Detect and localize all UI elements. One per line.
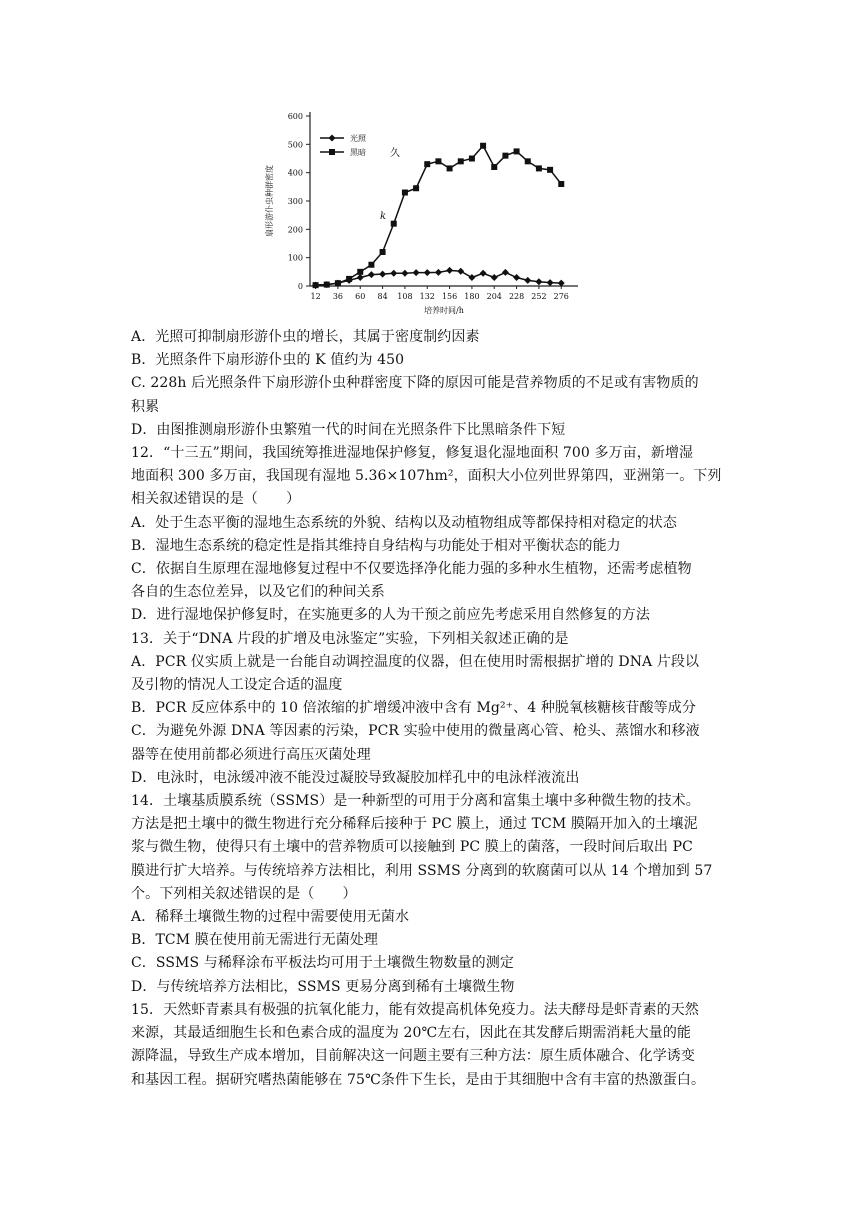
data-point-dark <box>380 249 386 255</box>
x-tick-label: 276 <box>553 292 569 301</box>
data-point-light <box>446 267 453 274</box>
data-point-light <box>401 270 408 277</box>
data-point-light <box>491 274 498 281</box>
data-point-dark <box>525 158 531 164</box>
q13-line: 器等在使用前都必须进行高压灭菌处理 <box>131 746 371 763</box>
legend-label: 光照 <box>350 134 366 143</box>
x-tick-label: 12 <box>310 292 321 301</box>
data-point-dark <box>313 282 319 288</box>
data-point-dark <box>514 148 520 154</box>
q12-line: A．处于生态平衡的湿地生态系统的外貌、结构以及动植物组成等都保持相对稳定的状态 <box>131 514 678 531</box>
data-point-light <box>524 277 531 284</box>
data-point-light <box>413 269 420 276</box>
data-point-dark <box>536 165 542 171</box>
q12-line: 相关叙述错误的是（ ） <box>131 491 301 508</box>
q14-line: B．TCM 膜在使用前无需进行无菌处理 <box>131 932 379 949</box>
q12-line: 12．“十三五”期间，我国统筹推进湿地保护修复，修复退化湿地面积 700 多万亩，新增湿 <box>131 445 694 462</box>
y-tick-label: 500 <box>287 140 303 150</box>
data-point-dark <box>480 143 486 149</box>
data-point-dark <box>458 158 464 164</box>
question-text-block <box>131 326 733 1092</box>
q11-line: 积累 <box>131 398 160 415</box>
data-point-dark <box>368 262 374 268</box>
data-point-dark <box>391 221 397 227</box>
q11-line: A．光照可抑制扇形游仆虫的增长，其属于密度制约因素 <box>131 329 480 345</box>
data-point-light <box>480 270 487 277</box>
x-tick-label: 84 <box>377 292 388 301</box>
series-line-dark <box>316 146 562 285</box>
data-point-dark <box>491 164 497 170</box>
y-tick-label: 400 <box>287 168 303 178</box>
q15-line: 来源，其最适细胞生长和色素合成的温度为 20℃左右，因此在其发酵后期需消耗大量的能 <box>131 1025 692 1042</box>
q13-line: A．PCR 仪实质上就是一台能自动调控温度的仪器，但在使用时需根据扩增的 DNA 片段以 <box>131 653 700 670</box>
q14-line: 浆与微生物，使得只有土壤中的营养物质可以接触到 PC 膜上的菌落，一段时间后取出 PC <box>131 839 693 856</box>
y-tick-label: 100 <box>287 253 303 263</box>
data-point-light <box>368 271 375 278</box>
q14-line: 方法是把土壤中的微生物进行充分稀释后接种于 PC 膜上，通过 TCM 膜隔开加入的土壤泥 <box>131 816 698 833</box>
data-point-dark <box>402 190 408 196</box>
data-point-dark <box>547 167 553 173</box>
q14-line: 膜进行扩大培养。与传统培养方法相比，利用 SSMS 分离到的软腐菌可以从 14 个增加到 57 <box>131 862 713 879</box>
q14-line: A．稀释土壤微生物的过程中需要使用无菌水 <box>131 909 410 926</box>
y-tick-label: 0 <box>297 282 303 291</box>
x-tick-label: 252 <box>531 292 547 301</box>
data-point-dark <box>435 158 441 164</box>
x-tick-label: 60 <box>355 292 366 301</box>
x-tick-label: 204 <box>486 292 502 301</box>
data-point-dark <box>357 269 363 275</box>
data-point-light <box>357 274 364 281</box>
data-point-light <box>513 274 520 281</box>
q11-line: D．由图推测扇形游仆虫繁殖一代的时间在光照条件下比黑暗条件下短 <box>131 421 566 438</box>
y-tick-label: 600 <box>287 112 303 121</box>
x-tick-label: 108 <box>397 292 413 301</box>
q13-line: 13．关于“DNA 片段的扩增及电泳鉴定”实验，下列相关叙述正确的是 <box>131 630 569 647</box>
y-tick-label: 300 <box>287 197 303 206</box>
data-point-dark <box>346 276 352 282</box>
data-point-light <box>535 278 542 285</box>
population-density-chart <box>258 104 588 322</box>
legend-label: 黑暗 <box>350 148 366 157</box>
q15-line: 和基因工程。据研究嗜热菌能够在 75℃条件下生长，是由于其细胞中含有丰富的热激蛋白。 <box>131 1071 706 1088</box>
q13-line: 及引物的情况人工设定合适的温度 <box>131 677 343 694</box>
data-point-dark <box>558 181 564 187</box>
data-point-light <box>468 274 475 281</box>
data-point-light <box>379 271 386 278</box>
data-point-light <box>457 268 464 275</box>
q11-line: B．光照条件下扇形游仆虫的 K 值约为 450 <box>131 352 405 369</box>
q12-line: C．依据自生原理在湿地修复过程中不仅要选择净化能力强的多种水生植物，还需考虑植物 <box>131 561 692 578</box>
q14-line: 14．土壤基质膜系统（SSMS）是一种新型的可用于分离和富集土壤中多种微生物的技术。 <box>131 793 700 810</box>
data-point-dark <box>413 185 419 191</box>
q15-line: 15．天然虾青素具有极强的抗氧化能力，能有效提高机体免疫力。法夫酵母是虾青素的天然 <box>131 1001 699 1018</box>
data-point-light <box>390 270 397 277</box>
legend-marker-square <box>329 149 335 155</box>
x-axis-label: 培养时间/h <box>424 306 464 315</box>
data-point-dark <box>447 165 453 171</box>
q13-line: C．为避免外源 DNA 等因素的污染，PCR 实验中使用的微量离心管、枪头、蒸馏水和移液 <box>131 723 700 740</box>
q14-line: 个。下列相关叙述错误的是（ ） <box>131 885 357 902</box>
q14-line: C．SSMS 与稀释涂布平板法均可用于土壤微生物数量的测定 <box>131 955 514 972</box>
x-tick-label: 180 <box>464 292 480 301</box>
y-tick-label: 200 <box>287 225 303 235</box>
x-tick-label: 36 <box>332 292 344 301</box>
x-tick-label: 132 <box>419 292 435 301</box>
x-tick-label: 156 <box>441 292 458 301</box>
data-point-dark <box>469 156 475 162</box>
legend-marker-diamond <box>329 135 336 142</box>
data-point-light <box>502 269 509 276</box>
q15-line: 源降温，导致生产成本增加，目前解决这一问题主要有三种方法：原生质体融合、化学诱变 <box>131 1048 695 1065</box>
line-chart-svg <box>258 104 588 322</box>
q12-line: 地面积 300 多万亩，我国现有湿地 5.36×107hm²，面积大小位列世界第四，亚洲第一。下列 <box>131 468 722 485</box>
q13-line: B．PCR 反应体系中的 10 倍浓缩的扩增缓冲液中含有 Mg²⁺、4 种脱氧核糖核苷酸等成分 <box>131 700 696 717</box>
q14-line: D．与传统培养方法相比，SSMS 更易分离到稀有土壤微生物 <box>131 978 515 995</box>
data-point-light <box>435 269 442 276</box>
data-point-dark <box>335 280 341 286</box>
data-point-light <box>547 279 554 286</box>
q11-line: C. 228h 后光照条件下扇形游仆虫种群密度下降的原因可能是营养物质的不足或有害物质的 <box>131 375 699 392</box>
q12-line: D．进行湿地保护修复时，在实施更多的人为干预之前应先考虑采用自然修复的方法 <box>131 607 650 624</box>
x-tick-label: 228 <box>508 292 525 301</box>
q12-line: 各自的生态位差异，以及它们的种间关系 <box>131 584 385 601</box>
q13-line: D．电泳时，电泳缓冲液不能没过凝胶导致凝胶加样孔中的电泳样液流出 <box>131 769 580 786</box>
data-point-dark <box>502 153 508 159</box>
annotation-mark: 久 <box>390 148 400 159</box>
y-axis-label: 扇形游仆虫种群密度 <box>265 165 274 237</box>
data-point-dark <box>424 161 430 167</box>
data-point-dark <box>324 282 330 288</box>
annotation-mark: k <box>380 211 387 222</box>
data-point-light <box>424 269 431 276</box>
q12-line: B．湿地生态系统的稳定性是指其维持自身结构与功能处于相对平衡状态的能力 <box>131 537 621 554</box>
